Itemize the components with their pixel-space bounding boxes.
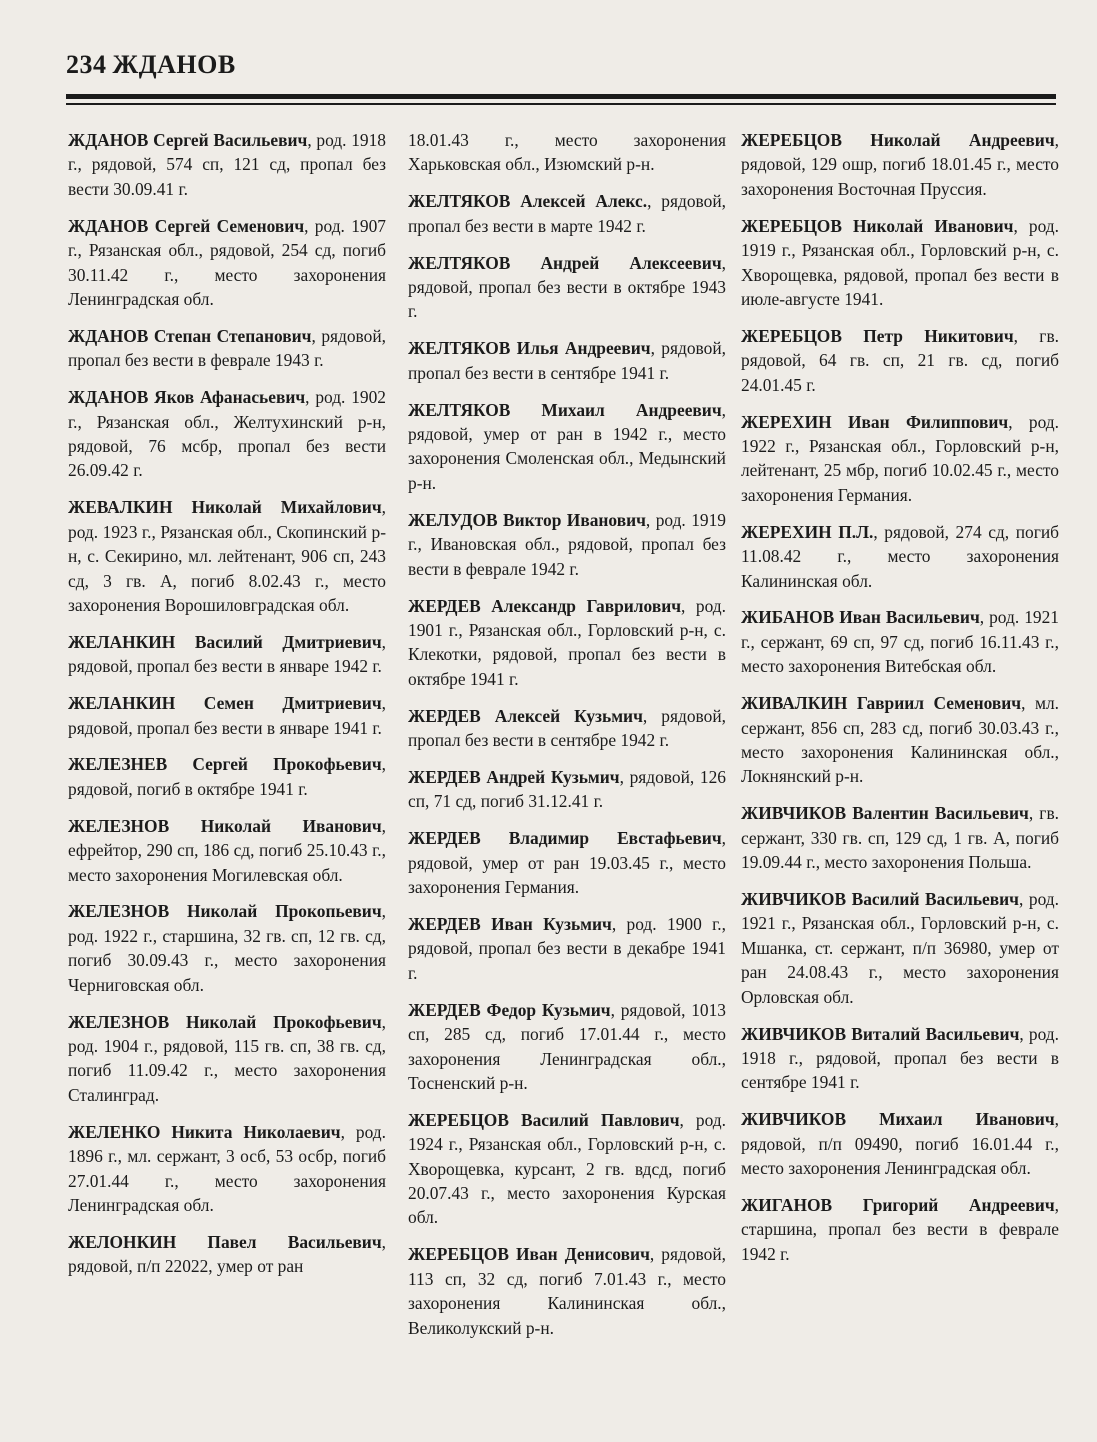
entry-text: , род. 1902 г., Рязанская обл., Желтухинский р-н, рядовой, 76 мсбр, пропал без вести 26.09.42 г. <box>68 387 386 481</box>
entry <box>741 801 1059 874</box>
entry <box>741 1022 1059 1095</box>
entry-text: , рядовой, пропал без вести в феврале 1943 г. <box>68 325 386 371</box>
entry-text: , рядовой, погиб в октябре 1941 г. <box>68 754 386 799</box>
entry-name: ЖЕЛТЯКОВ Андрей Алексеевич <box>408 252 722 273</box>
column-3 <box>741 128 1059 1279</box>
entry-name: ЖЕРДЕВ Иван Кузьмич <box>408 913 612 934</box>
entry-name: ЖИВЧИКОВ Василий Васильевич <box>741 888 1019 909</box>
entry-text: , рядовой, 1013 сп, 285 сд, погиб 17.01.44 г., место захоронения Ленинградская обл., Тосненский р-н. <box>408 999 726 1093</box>
entry <box>741 887 1059 1009</box>
entry-name: ЖИВАЛКИН Гавриил Семенович <box>741 693 1022 714</box>
entry <box>741 1107 1059 1180</box>
entry-text: , рядовой, умер от ран 19.03.45 г., место захоронения Германия. <box>408 828 726 898</box>
entry <box>408 912 726 985</box>
entry <box>741 214 1059 312</box>
entry-text: , род. 1904 г., рядовой, 115 гв. сп, 38 гв. сд, погиб 11.09.42 г., место захоронения Сталинград. <box>68 1011 386 1105</box>
entry-text: , рядовой, пропал без вести в октябре 1943 г. <box>408 252 726 322</box>
entry-name: ЖИВЧИКОВ Михаил Иванович <box>741 1109 1055 1130</box>
entry-text: , рядовой, 126 сп, 71 сд, погиб 31.12.41 г. <box>408 766 726 812</box>
entry-text: , род. 1921 г., сержант, 69 сп, 97 сд, погиб 16.11.43 г., место захоронения Витебская обл. <box>741 607 1059 677</box>
entry <box>68 899 386 997</box>
entry <box>68 752 386 801</box>
entry-name: ЖЕРДЕВ Федор Кузьмич <box>408 999 611 1020</box>
entry-name: ЖИГАНОВ Григорий Андреевич <box>741 1194 1055 1215</box>
entry-name: ЖДАНОВ Яков Афанасьевич <box>68 387 306 408</box>
entry <box>408 128 726 177</box>
entry-name: ЖИВЧИКОВ Виталий Васильевич <box>741 1023 1020 1044</box>
entry <box>68 214 386 312</box>
entry-text: , род. 1900 г., рядовой, пропал без вести в декабре 1941 г. <box>408 913 727 983</box>
entry-text: , рядовой, п/п 22022, умер от ран <box>68 1231 386 1277</box>
entry-name: ЖЕЛТЯКОВ Илья Андреевич <box>408 338 651 359</box>
entry-text: , род. 1918 г., рядовой, пропал без вести в сентябре 1941 г. <box>741 1023 1059 1093</box>
entry-name: ЖЕЛАНКИН Семен Дмитриевич <box>68 693 382 714</box>
entry <box>408 704 726 753</box>
entry <box>68 128 386 201</box>
entry <box>408 594 726 692</box>
entry-text: , род. 1907 г., Рязанская обл., рядовой, 254 сд, погиб 30.11.42 г., место захоронения Ленинградская обл. <box>68 215 386 309</box>
entry-name: ЖЕРЕХИН П.Л. <box>741 521 874 542</box>
entry <box>68 691 386 740</box>
entry-name: ЖЕЛОНКИН Павел Васильевич <box>68 1231 382 1252</box>
entry <box>408 398 726 496</box>
entry-name: ЖЕРЕБЦОВ Василий Павлович <box>408 1109 680 1130</box>
entry-text: , мл. сержант, 856 сп, 283 сд, погиб 30.03.43 г., место захоронения Калининская обл., Локнянский р-н. <box>741 693 1059 787</box>
entry-name: ЖДАНОВ Сергей Семенович <box>68 215 305 236</box>
entry <box>68 324 386 373</box>
entry-text: , старшина, пропал без вести в феврале 1942 г. <box>741 1194 1059 1264</box>
entry-name: ЖЕЛАНКИН Василий Дмитриевич <box>68 631 382 652</box>
entry-name: ЖЕЛУДОВ Виктор Иванович <box>408 509 646 530</box>
entry-name: ЖЕРЕБЦОВ Николай Андреевич <box>741 130 1055 150</box>
entry-name: ЖЕЛЕЗНОВ Николай Иванович <box>68 815 382 836</box>
entry-text: , рядовой, пропал без вести в сентябре 1941 г. <box>408 338 726 383</box>
entry <box>68 1010 386 1108</box>
entry-name: ЖЕЛТЯКОВ Алексей Алекс. <box>408 191 648 212</box>
entry-name: ЖЕЛЕЗНОВ Николай Прокопьевич <box>68 901 382 922</box>
entry <box>741 128 1059 201</box>
entry-text: , род. 1921 г., Рязанская обл., Горловский р-н, с. Мшанка, ст. сержант, п/п 36980, умер от ран 24.08.43 г., место захоронения Орловская обл. <box>741 888 1060 1007</box>
entry <box>741 605 1059 678</box>
entry-text: , гв. рядовой, 64 гв. сп, 21 гв. сд, погиб 24.01.45 г. <box>741 325 1059 395</box>
entry-text: , род. 1918 г., рядовой, 574 сп, 121 сд, пропал без вести 30.09.41 г. <box>68 130 386 199</box>
entry-name: ЖЕРДЕВ Андрей Кузьмич <box>408 766 620 787</box>
entry <box>741 691 1059 789</box>
entry-name: ЖИБАНОВ Иван Васильевич <box>741 607 980 628</box>
entry <box>408 1108 726 1230</box>
entry-text: , рядовой, 129 ошр, погиб 18.01.45 г., место захоронения Восточная Пруссия. <box>741 130 1059 199</box>
running-header <box>66 50 236 80</box>
running-title: ЖДАНОВ <box>112 50 236 79</box>
entry-text: , род. 1924 г., Рязанская обл., Горловский р-н, с. Хворощевка, курсант, 2 гв. вдсд, погиб 20.07.43 г., место захоронения Курская обл. <box>408 1109 727 1228</box>
entry-name: ЖЕЛЕНКО Никита Николаевич <box>68 1121 341 1142</box>
entry <box>408 998 726 1096</box>
column-1 <box>68 128 386 1291</box>
header-rule-thick <box>66 94 1056 99</box>
entry <box>68 1230 386 1279</box>
entry-name: ЖИВЧИКОВ Валентин Васильевич <box>741 803 1029 824</box>
entry-name: ЖЕРДЕВ Алексей Кузьмич <box>408 705 643 726</box>
entry-name: ЖЕВАЛКИН Николай Михайлович <box>68 497 382 518</box>
entry-text: , род. 1919 г., Ивановская обл., рядовой, пропал без вести в феврале 1942 г. <box>408 509 726 579</box>
entry-text: , рядовой, пропал без вести в январе 1941 г. <box>68 693 386 738</box>
entry <box>68 495 386 617</box>
entry-text: , рядовой, 113 сп, 32 сд, погиб 7.01.43 г., место захоронения Калининская обл., Великолукский р-н. <box>408 1244 726 1338</box>
entry <box>408 189 726 238</box>
entry <box>408 508 726 581</box>
entry-text: , род. 1922 г., старшина, 32 гв. сп, 12 гв. сд, погиб 30.09.43 г., место захоронения Черниговская обл. <box>68 901 386 995</box>
entry-name: ЖДАНОВ Сергей Васильевич <box>68 130 308 150</box>
entry <box>741 410 1059 508</box>
entry-text: , рядовой, пропал без вести в январе 1942 г. <box>68 631 386 677</box>
entry <box>68 814 386 887</box>
entry <box>408 826 726 899</box>
entry-text: , гв. сержант, 330 гв. сп, 129 сд, 1 гв. А, погиб 19.09.44 г., место захоронения Польша. <box>741 803 1060 873</box>
column-2 <box>408 128 726 1352</box>
entry <box>741 1193 1059 1266</box>
entry-name: ЖЕЛТЯКОВ Михаил Андреевич <box>408 399 722 420</box>
entry-text: , ефрейтор, 290 сп, 186 сд, погиб 25.10.43 г., место захоронения Могилевская обл. <box>68 815 386 885</box>
entry-name: ЖЕРЕБЦОВ Иван Денисович <box>408 1244 650 1265</box>
entry <box>68 1120 386 1218</box>
entry <box>408 336 726 385</box>
entry <box>408 765 726 814</box>
entry <box>408 251 726 324</box>
entry-text: , рядовой, пропал без вести в сентябре 1942 г. <box>408 705 726 751</box>
entry <box>741 520 1059 593</box>
page-number: 234 <box>66 50 107 79</box>
entry-text: , рядовой, 274 сд, погиб 11.08.42 г., место захоронения Калининская обл. <box>741 521 1059 591</box>
entry-text: , род. 1901 г., Рязанская обл., Горловский р-н, с. Клекотки, рядовой, пропал без вести в октябре 1941 г. <box>408 595 726 689</box>
entry-name: ЖЕРЕХИН Иван Филиппович <box>741 411 1009 432</box>
entry-text: , род. 1922 г., Рязанская обл., Горловский р-н, лейтенант, 25 мбр, погиб 10.02.45 г., место захоронения Германия. <box>741 411 1059 505</box>
entry-name: ЖДАНОВ Степан Степанович <box>68 325 312 346</box>
entry-text: , рядовой, п/п 09490, погиб 16.01.44 г., место захоронения Ленинградская обл. <box>741 1109 1059 1179</box>
entry <box>68 385 386 483</box>
entry-name: ЖЕРДЕВ Владимир Евстафьевич <box>408 828 722 849</box>
entry-text: , род. 1896 г., мл. сержант, 3 осб, 53 осбр, погиб 27.01.44 г., место захоронения Ленинградская обл. <box>68 1121 387 1215</box>
entry-name: ЖЕЛЕЗНОВ Николай Прокофьевич <box>68 1011 382 1032</box>
entry-name: ЖЕРДЕВ Александр Гаврилович <box>408 595 682 616</box>
entry-text: , род. 1923 г., Рязанская обл., Скопинский р-н, с. Секирино, мл. лейтенант, 906 сп, 243 сд, 3 гв. А, погиб 8.02.43 г., место захоронения Ворошиловградская обл. <box>68 497 386 615</box>
entry-text: , рядовой, пропал без вести в марте 1942 г. <box>408 191 726 236</box>
entry-name: ЖЕРЕБЦОВ Николай Иванович <box>741 215 1014 236</box>
entry <box>408 1242 726 1340</box>
entry-text: 18.01.43 г., место захоронения Харьковская обл., Изюмский р-н. <box>408 130 726 175</box>
entry-text: , род. 1919 г., Рязанская обл., Горловский р-н, с. Хворощевка, рядовой, пропал без вести в июле-августе 1941. <box>741 215 1059 309</box>
entry-name: ЖЕЛЕЗНЕВ Сергей Прокофьевич <box>68 754 382 775</box>
entry-text: , рядовой, умер от ран в 1942 г., место захоронения Смоленская обл., Медынский р-н. <box>408 399 726 493</box>
entry <box>741 324 1059 397</box>
header-rule-thin <box>66 103 1056 105</box>
entry <box>68 630 386 679</box>
entry-name: ЖЕРЕБЦОВ Петр Никитович <box>741 325 1014 346</box>
